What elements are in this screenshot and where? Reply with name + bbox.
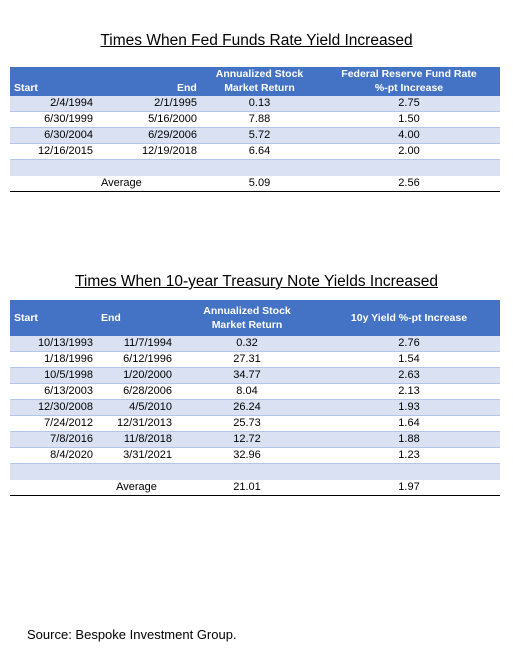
table-row (10, 448, 500, 464)
return-cell: 0.32 (176, 336, 318, 352)
header-return: Annualized Stock Market Return (176, 300, 318, 336)
table-row (10, 128, 500, 144)
end-cell: 6/29/2006 (97, 128, 201, 144)
table-row (10, 352, 500, 368)
end-cell: 12/31/2013 (97, 416, 176, 432)
average-row (10, 480, 500, 496)
return-cell: 25.73 (176, 416, 318, 432)
increase-cell: 2.13 (318, 384, 500, 400)
increase-cell: 1.88 (318, 432, 500, 448)
start-cell: 1/18/1996 (10, 352, 97, 368)
return-cell: 27.31 (176, 352, 318, 368)
start-cell: 12/16/2015 (10, 144, 97, 160)
increase-cell: 2.75 (318, 96, 500, 112)
return-cell: 12.72 (176, 432, 318, 448)
end-cell: 5/16/2000 (97, 112, 201, 128)
table-row (10, 432, 500, 448)
treasury-table (10, 300, 500, 496)
spacer-row (10, 160, 500, 177)
increase-cell: 1.54 (318, 352, 500, 368)
end-cell: 4/5/2010 (97, 400, 176, 416)
start-cell: 10/13/1993 (10, 336, 97, 352)
average-return: 5.09 (201, 176, 318, 192)
increase-cell: 4.00 (318, 128, 500, 144)
increase-cell: 1.50 (318, 112, 500, 128)
increase-cell: 1.93 (318, 400, 500, 416)
table-row (10, 112, 500, 128)
table2-title: Times When 10-year Treasury Note Yields Increased (75, 273, 438, 290)
header-end: End (97, 300, 176, 336)
header-return: Annualized Stock Market Return (201, 67, 318, 96)
increase-cell: 2.63 (318, 368, 500, 384)
return-cell: 34.77 (176, 368, 318, 384)
table-row (10, 96, 500, 112)
start-cell: 7/24/2012 (10, 416, 97, 432)
end-cell: 11/8/2018 (97, 432, 176, 448)
source-note: Source: Bespoke Investment Group. (27, 627, 237, 642)
return-cell: 0.13 (201, 96, 318, 112)
average-row (10, 176, 500, 192)
header-yield: 10y Yield %-pt Increase (318, 300, 500, 336)
end-cell: 3/31/2021 (97, 448, 176, 464)
end-cell: 6/28/2006 (97, 384, 176, 400)
fed-funds-table (10, 67, 500, 192)
increase-cell: 2.76 (318, 336, 500, 352)
table-row (10, 336, 500, 352)
header-start: Start (10, 67, 97, 96)
return-cell: 5.72 (201, 128, 318, 144)
average-increase: 1.97 (318, 480, 500, 496)
table-row (10, 368, 500, 384)
increase-cell: 2.00 (318, 144, 500, 160)
end-cell: 6/12/1996 (97, 352, 176, 368)
return-cell: 32.96 (176, 448, 318, 464)
start-cell: 10/5/1998 (10, 368, 97, 384)
spacer-row (10, 464, 500, 481)
start-cell: 8/4/2020 (10, 448, 97, 464)
header-fed-rate: Federal Reserve Fund Rate %-pt Increase (318, 67, 500, 96)
table-row (10, 384, 500, 400)
average-label: Average (97, 480, 176, 496)
return-cell: 7.88 (201, 112, 318, 128)
average-label: Average (97, 176, 201, 192)
start-cell: 7/8/2016 (10, 432, 97, 448)
end-cell: 11/7/1994 (97, 336, 176, 352)
end-cell: 2/1/1995 (97, 96, 201, 112)
table1-header-row (10, 67, 500, 96)
start-cell: 12/30/2008 (10, 400, 97, 416)
return-cell: 8.04 (176, 384, 318, 400)
table-row (10, 400, 500, 416)
average-return: 21.01 (176, 480, 318, 496)
table1-title: Times When Fed Funds Rate Yield Increased (100, 32, 413, 49)
table2-header-row (10, 300, 500, 336)
end-cell: 12/19/2018 (97, 144, 201, 160)
header-end: End (97, 67, 201, 96)
header-start: Start (10, 300, 97, 336)
start-cell: 6/13/2003 (10, 384, 97, 400)
start-cell: 6/30/2004 (10, 128, 97, 144)
end-cell: 1/20/2000 (97, 368, 176, 384)
increase-cell: 1.64 (318, 416, 500, 432)
start-cell: 2/4/1994 (10, 96, 97, 112)
table-row (10, 416, 500, 432)
return-cell: 6.64 (201, 144, 318, 160)
return-cell: 26.24 (176, 400, 318, 416)
table-row (10, 144, 500, 160)
increase-cell: 1.23 (318, 448, 500, 464)
average-increase: 2.56 (318, 176, 500, 192)
start-cell: 6/30/1999 (10, 112, 97, 128)
